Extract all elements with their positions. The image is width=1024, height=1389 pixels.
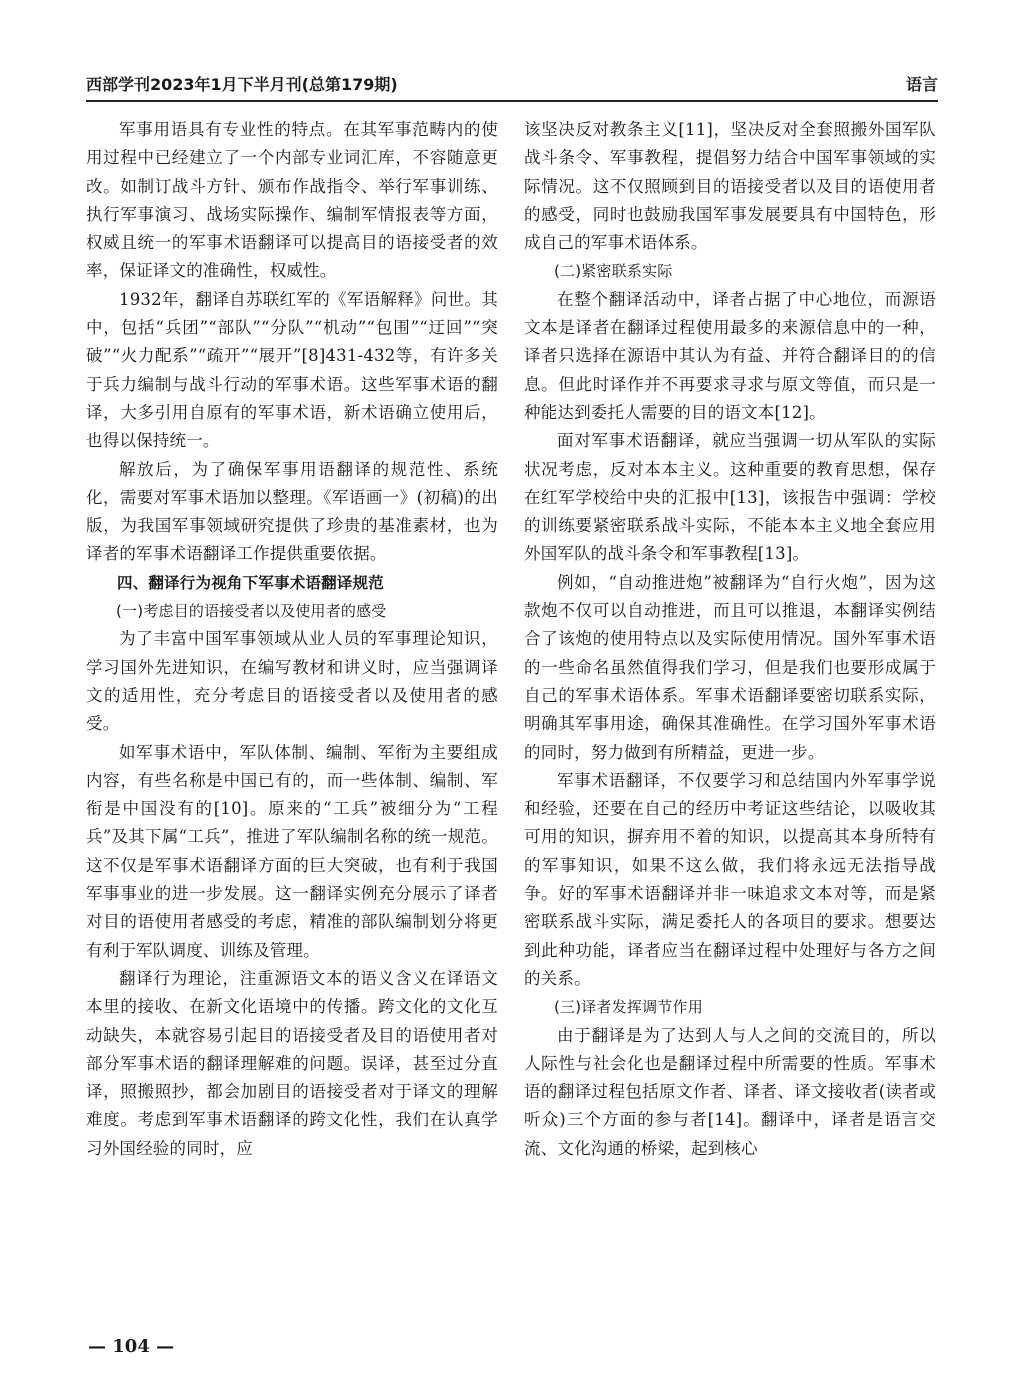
- paragraph: 翻译行为理论，注重源语文本的语义含义在译语文本里的接收、在新文化语境中的传播。跨文化的文化互动缺失，本就容易引起目的语接受者及目的语使用者对部分军事术语的翻译理解难的问题。误译，甚至过分直译，照搬照抄，都会加剧目的语接受者对于译文的理解难度。考虑到军事术语翻译的跨文化性，我们在认真学习外国经验的同时，应: [86, 968, 498, 1158]
- subsection-heading: (一)考虑目的语接受者以及使用者的感受: [116, 602, 387, 621]
- subsection-heading: (三)译者发挥调节作用: [554, 998, 703, 1017]
- paragraph: 为了丰富中国军事领域从业人员的军事理论知识，学习国外先进知识，在编写教材和讲义时，应当强调译文的适用性，充分考虑目的语接受者以及使用者的感受。: [86, 629, 498, 734]
- paragraph: 军事术语翻译，不仅要学习和总结国内外军事学说和经验，还要在自己的经历中考证这些结论，以吸收其可用的知识，摒弃用不着的知识，以提高其本身所特有的军事知识，如果不这么做，我们将永远无法指导战争。好的军事术语翻译并非一味追求文本对等，而是紧密联系战斗实际，满足委托人的各项目的要求。想要达到此种功能，译者应当在翻译过程中处理好与各方之间的关系。: [524, 770, 936, 988]
- section-heading: 四、翻译行为视角下军事术语翻译规范: [117, 573, 384, 592]
- paragraph: 例如，“自动推进炮”被翻译为“自行火炮”，因为这款炮不仅可以自动推进，而且可以推退，本翻译实例结合了该炮的使用特点以及实际使用情况。国外军事术语的一些命名虽然值得我们学习，但是我们也要形成属于自己的军事术语体系。军事术语翻译要密切联系实际，明确其军事用途，确保其准确性。在学习国外军事术语的同时，努力做到有所精益，更进一步。: [524, 572, 936, 762]
- right-column: [524, 116, 936, 1163]
- paragraph: 解放后，为了确保军事用语翻译的规范性、系统化，需要对军事术语加以整理。《军语画一》(初稿)的出版，为我国军事领域研究提供了珍贵的基准素材，也为译者的军事术语翻译工作提供重要依据。: [86, 459, 498, 564]
- paragraph: 1932年，翻译自苏联红军的《军语解释》问世。其中，包括“兵团”“部队”“分队”“机动”“包围”“迂回”“突破”“火力配系”“疏开”“展开”[8]431-432等，有许多关于兵力编制与战斗行动的军事术语。这些军事术语的翻译，大多引用自原有的军事术语，新术语确立使用后，也得以保持统一。: [86, 289, 498, 451]
- page-header: [86, 70, 938, 102]
- page-number: — 104 —: [88, 1336, 175, 1357]
- paragraph-continued: 该坚决反对教条主义[11]，坚决反对全套照搬外国军队战斗条令、军事教程，提倡努力结合中国军事领域的实际情况。这不仅照顾到目的语接受者以及目的语使用者的感受，同时也鼓励我国军事发展要具有中国特色，形成自己的军事术语体系。: [524, 120, 936, 253]
- paragraph: 由于翻译是为了达到人与人之间的交流目的，所以人际性与社会化也是翻译过程中所需要的性质。军事术语的翻译过程包括原文作者、译者、译文接收者(读者或听众)三个方面的参与者[14]。翻译中，译者是语言交流、文化沟通的桥梁，起到核心: [524, 1025, 936, 1158]
- subsection-heading: (二)紧密联系实际: [554, 262, 673, 281]
- journal-title: 西部学刊2023年1月下半月刊(总第179期): [86, 75, 398, 94]
- section-label: 语言: [905, 75, 938, 94]
- paragraph: 面对军事术语翻译，就应当强调一切从军队的实际状况考虑，反对本本主义。这种重要的教育思想，保存在红军学校给中央的汇报中[13]，该报告中强调：学校的训练要紧密联系战斗实际，不能本本主义地全套应用外国军队的战斗条令和军事教程[13]。: [524, 431, 936, 564]
- left-column: [86, 116, 498, 1163]
- paragraph: 在整个翻译活动中，译者占据了中心地位，而源语文本是译者在翻译过程使用最多的来源信息中的一种，译者只选择在源语中其认为有益、并符合翻译目的的信息。但此时译作并不再要求寻求与原文等值，而只是一种能达到委托人需要的目的语文本[12]。: [524, 289, 936, 422]
- paragraph: 军事用语具有专业性的特点。在其军事范畴内的使用过程中已经建立了一个内部专业词汇库，不容随意更改。如制订战斗方针、颁布作战指令、举行军事训练、执行军事演习、战场实际操作、编制军情报表等方面，权威且统一的军事术语翻译可以提高目的语接受者的效率，保证译文的准确性，权威性。: [86, 120, 498, 281]
- paragraph: 如军事术语中，军队体制、编制、军衔为主要组成内容，有些名称是中国已有的，而一些体制、编制、军衔是中国没有的[10]。原来的“工兵”被细分为“工程兵”及其下属“工兵”，推进了军队编制名称的统一规范。这不仅是军事术语翻译方面的巨大突破，也有利于我国军事事业的进一步发展。这一翻译实例充分展示了译者对目的语使用者感受的考虑，精准的部队编制划分将更有利于军队调度、训练及管理。: [86, 742, 498, 960]
